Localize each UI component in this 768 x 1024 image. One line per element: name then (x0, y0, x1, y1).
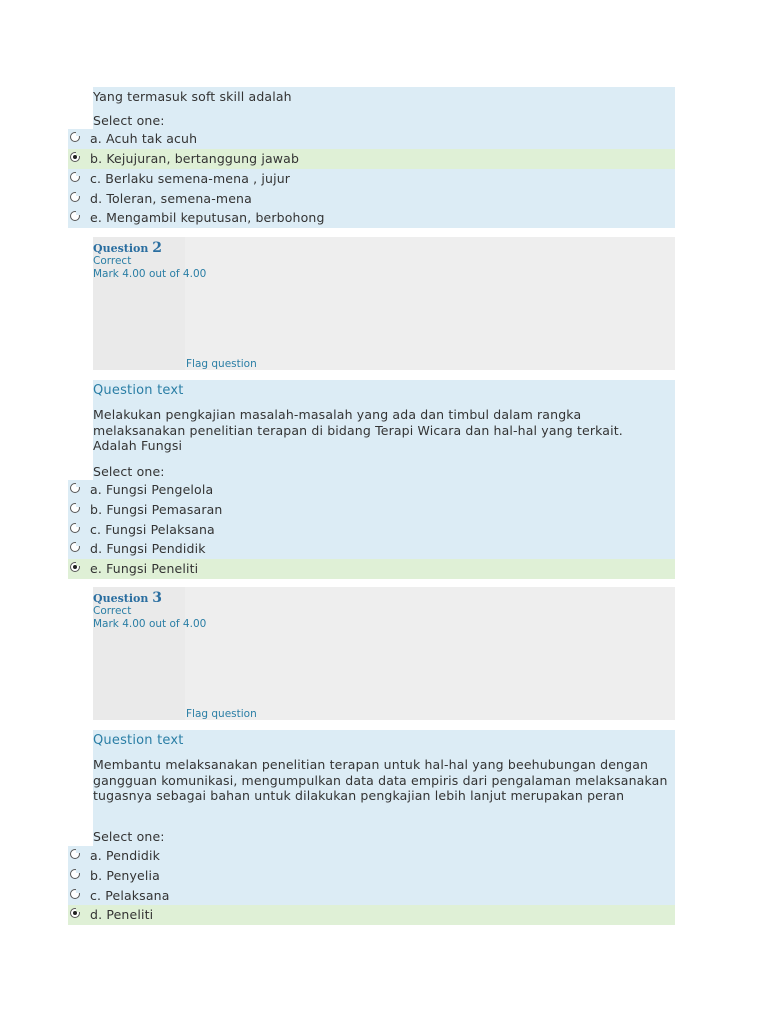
radio-icon[interactable] (70, 523, 80, 533)
radio-checked-icon[interactable] (70, 562, 80, 572)
question3-option-b[interactable] (68, 866, 675, 886)
radio-icon[interactable] (70, 889, 80, 899)
radio-icon[interactable] (70, 172, 80, 182)
radio-checked-icon[interactable] (70, 908, 80, 918)
radio-icon[interactable] (70, 192, 80, 202)
radio-icon[interactable] (70, 542, 80, 552)
question-text-heading: Question text (93, 733, 184, 748)
radio-icon[interactable] (70, 483, 80, 493)
question2-select-one: Select one: (93, 464, 165, 479)
option-label: c. Berlaku semena-mena , jujur (90, 171, 291, 186)
radio-icon[interactable] (70, 503, 80, 513)
option-label: e. Mengambil keputusan, berbohong (90, 210, 325, 225)
question2-text-box (93, 380, 675, 480)
question2-grade: Mark 4.00 out of 4.00 (93, 268, 207, 280)
flag-question-link[interactable]: Flag question (186, 708, 257, 720)
question-text-heading: Question text (93, 383, 184, 398)
question3-info-box (93, 587, 675, 720)
flag-question-link[interactable]: Flag question (186, 358, 257, 370)
question2-option-a[interactable] (68, 480, 675, 500)
radio-icon[interactable] (70, 849, 80, 859)
question1-option-b[interactable] (68, 149, 675, 169)
option-label: c. Fungsi Pelaksana (90, 522, 215, 537)
radio-icon[interactable] (70, 869, 80, 879)
question2-option-d[interactable] (68, 539, 675, 559)
radio-icon[interactable] (70, 132, 80, 142)
option-label: d. Fungsi Pendidik (90, 541, 206, 556)
option-label: b. Kejujuran, bertanggung jawab (90, 151, 300, 166)
option-label: a. Pendidik (90, 848, 161, 863)
question2-option-e[interactable] (68, 559, 675, 579)
question1-option-d[interactable] (68, 189, 675, 209)
radio-checked-icon[interactable] (70, 152, 80, 162)
question1-option-c[interactable] (68, 169, 675, 189)
question3-number: Question 3 (93, 590, 162, 606)
option-label: a. Acuh tak acuh (90, 131, 198, 146)
option-label: b. Fungsi Pemasaran (90, 502, 223, 517)
question3-option-d[interactable] (68, 905, 675, 925)
option-label: d. Toleran, semena-mena (90, 191, 252, 206)
option-label: b. Penyelia (90, 868, 160, 883)
question3-option-a[interactable] (68, 846, 675, 866)
question2-stem: Melakukan pengkajian masalah-masalah yang ada dan timbul dalam rangka melaksanakan penelitian terapan di bidang Terapi Wicara dan hal-hal yang terkait. Adalah Fungsi (93, 407, 623, 453)
question1-select-one: Select one: (93, 113, 165, 128)
question3-select-one: Select one: (93, 829, 165, 844)
question2-state: Correct (93, 255, 132, 267)
question2-number: Question 2 (93, 240, 162, 256)
radio-icon[interactable] (70, 211, 80, 221)
option-label: e. Fungsi Peneliti (90, 561, 199, 576)
option-label: c. Pelaksana (90, 888, 170, 903)
question3-state: Correct (93, 605, 132, 617)
question1-stem: Yang termasuk soft skill adalah (93, 89, 292, 104)
question3-grade: Mark 4.00 out of 4.00 (93, 618, 207, 630)
option-label: a. Fungsi Pengelola (90, 482, 214, 497)
question3-text-box (93, 730, 675, 846)
option-label: d. Peneliti (90, 907, 154, 922)
question2-info-box (93, 237, 675, 370)
question3-stem: Membantu melaksanakan penelitian terapan untuk hal-hal yang beehubungan dengan gangguan komunikasi, mengumpulkan data data empiris dari pengalaman melaksanakan tugasnya sebagai bahan untuk dilakukan pengkajian lebih lanjut merupakan peran (93, 757, 668, 803)
question1-option-e[interactable] (68, 208, 675, 228)
question2-option-b[interactable] (68, 500, 675, 520)
question2-option-c[interactable] (68, 520, 675, 540)
question1-option-a[interactable] (68, 129, 675, 149)
question3-option-c[interactable] (68, 886, 675, 906)
